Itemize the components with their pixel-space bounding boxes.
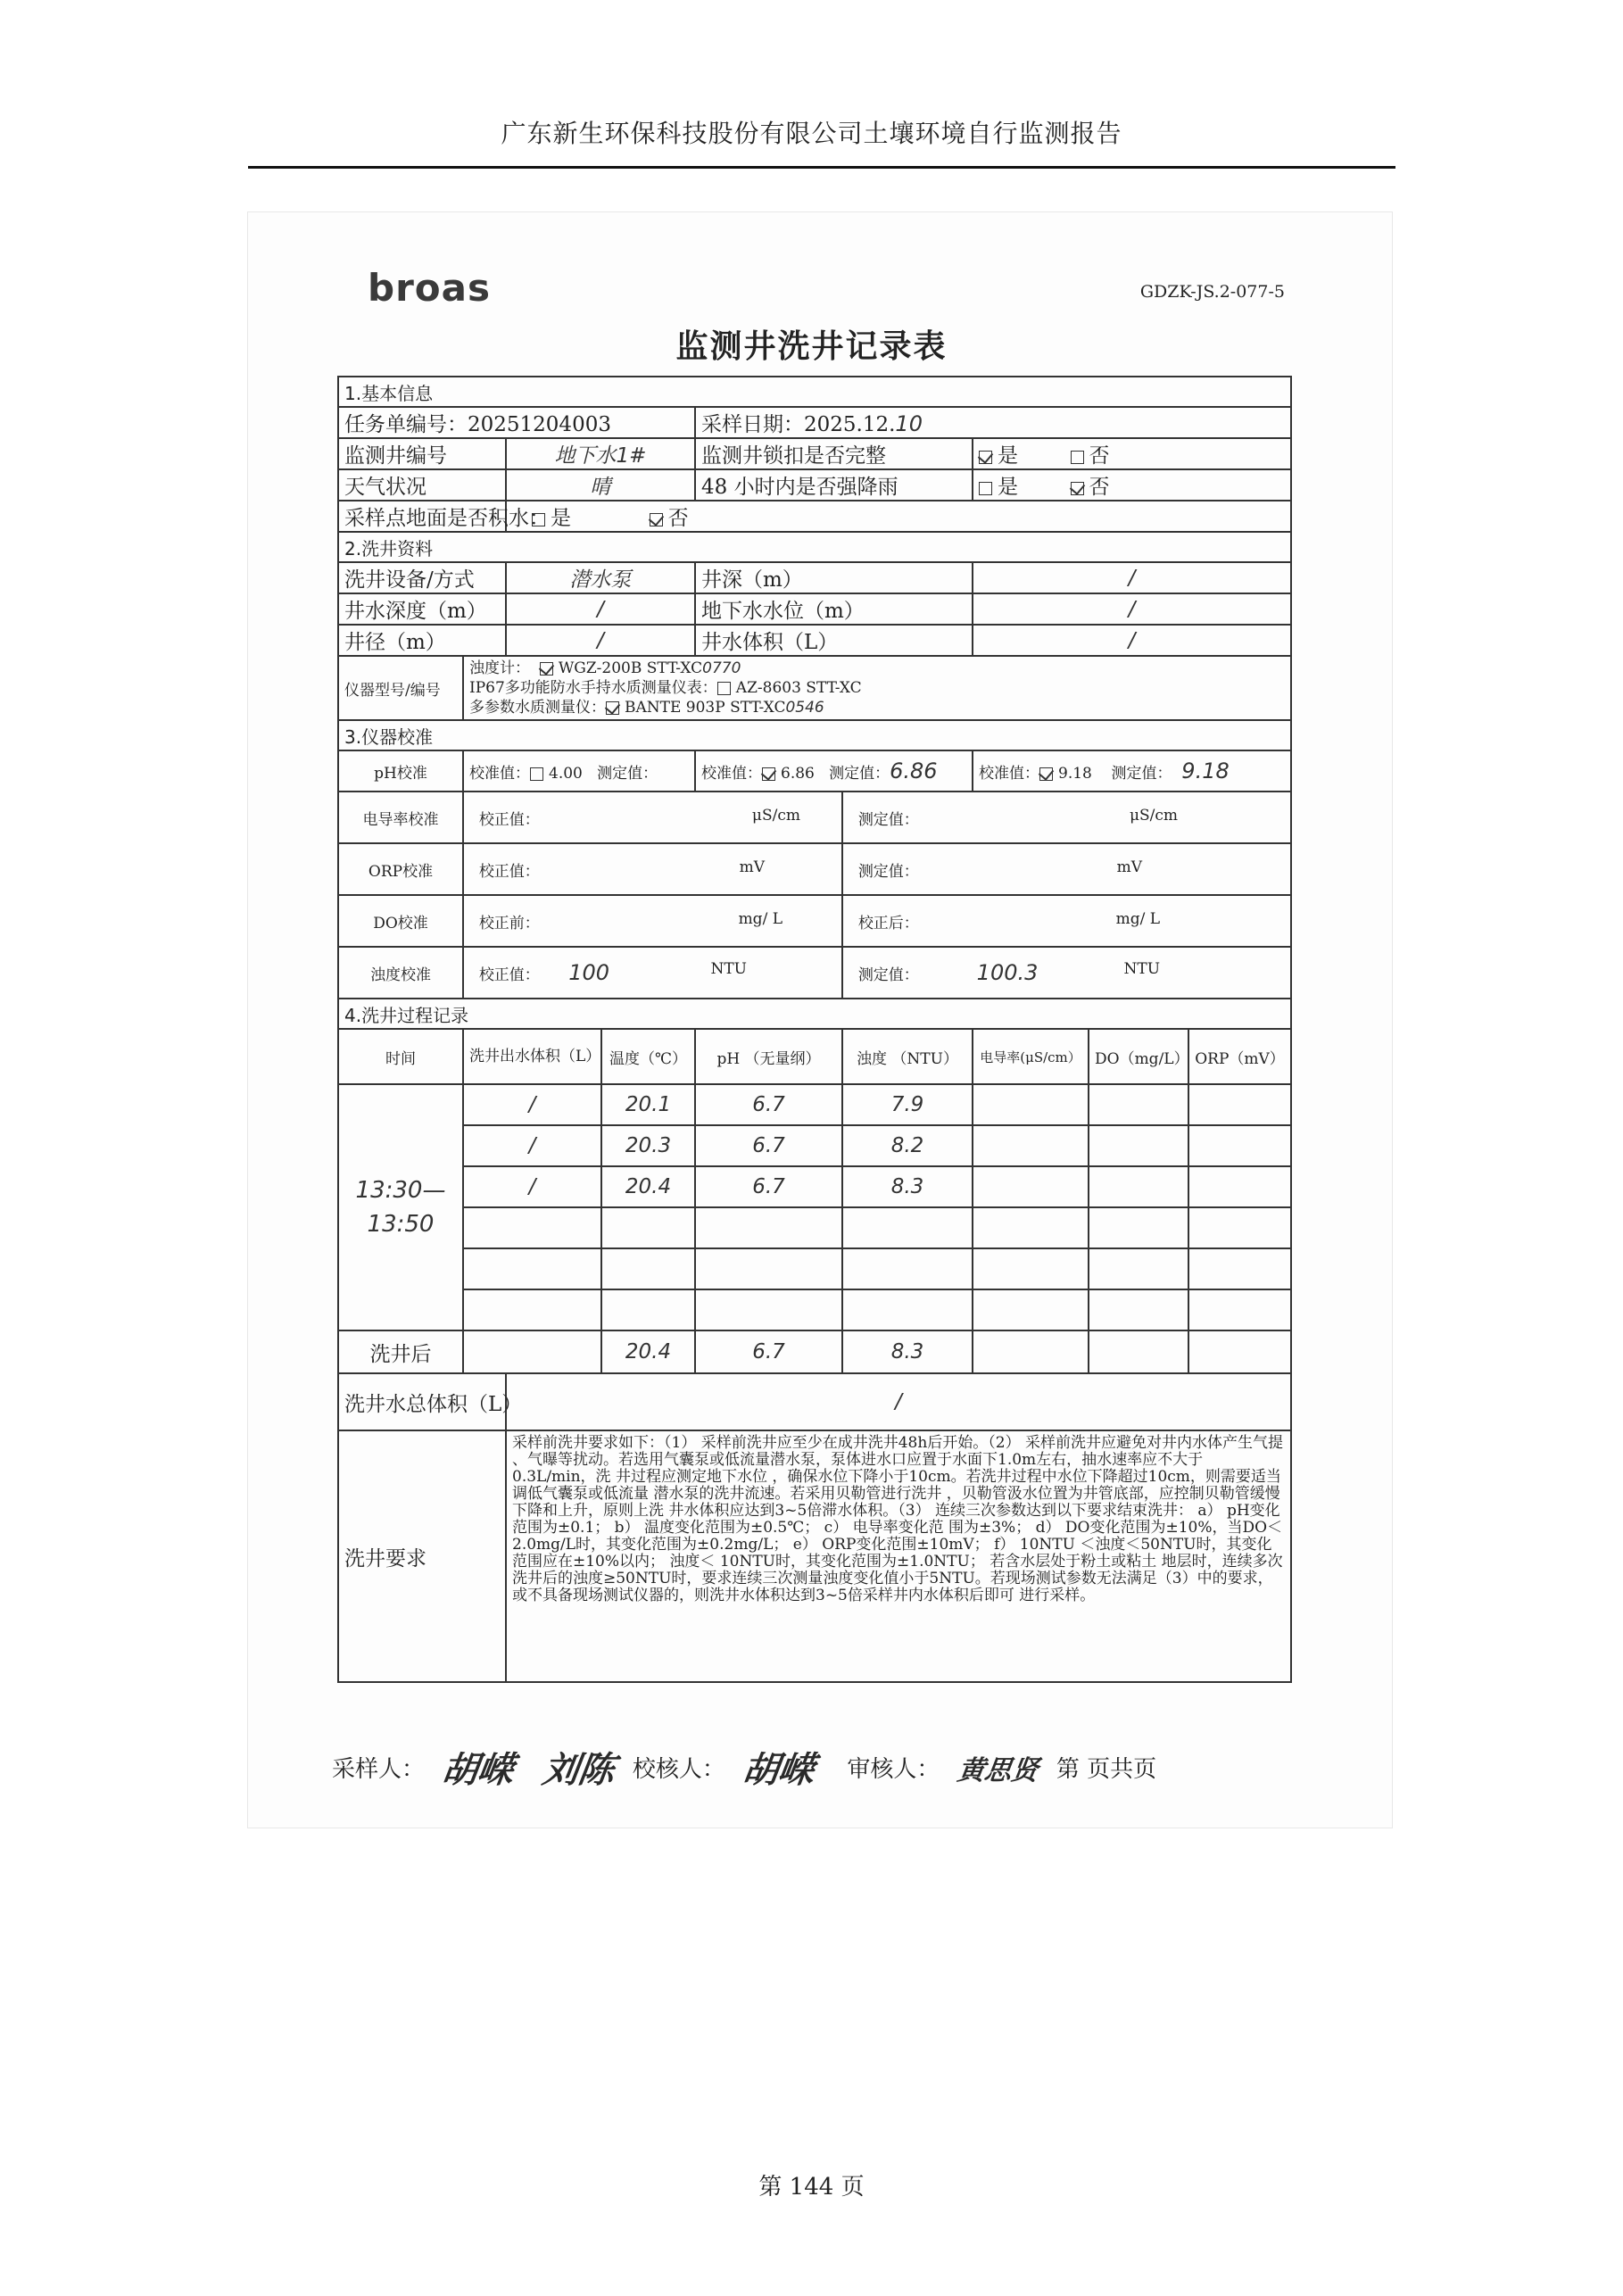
instrument-list <box>463 656 1291 720</box>
checker-label: 校核人： <box>632 1756 725 1783</box>
reviewer-signature: 黄思贤 <box>955 1754 1040 1786</box>
ec-cal-meas: 测定值： μS/cm <box>842 792 1291 843</box>
ec-cal-label: 电导率校准 <box>338 792 463 843</box>
table-row: / 20.3 6.7 8.2 <box>338 1125 1291 1166</box>
gw-level-value: / <box>973 593 1291 625</box>
do-cal-label: DO校准 <box>338 895 463 947</box>
well-washing-record-table <box>337 376 1292 1683</box>
sampler-signature-1: 胡嵘 <box>439 1750 518 1791</box>
water-no-checkbox <box>650 513 663 526</box>
requirements-text: 采样前洗井要求如下：（1） 采样前洗井应至少在成井洗井48h后开始。（2） 采样前洗井应避免对井内水体产生气提 、气曝等扰动。若选用气囊泵或低流量潜水泵，泵体进水口应置于水面下1.0m左右，抽水速率应不大于0.3L/min，洗 井过程应测定地下水位 ，确保水位下降小于10cm。若洗井过程中水位下降超过10cm，则需要适当调低气囊泵或低流量 潜水泵的洗井流速。若采用贝勒管进行洗井 ，贝勒管汲水位置为井管底部，应控制贝勒管缓慢下降和上升，原则上洗 井水体积应达到3~5倍滞水体积。（3） 连续三次参数达到以下要求结束洗井： a） pH变化范围为±0.1； b） 温度变化范围为±0.5℃； c） 电导率变化范 围为±3%； d） DO变化范围为±10%，当DO＜2.0mg/L时，其变化范围为±0.2mg/L； e） ORP变化范围±10mV； f） 10NTU ＜浊度＜50NTU时，其变化范围应在±10%以内； 浊度＜ 10NTU时，其变化范围为±1.0NTU； 若含水层处于粉土或粘土 地层时，连续多次洗井后的浊度≥50NTU时，要求连续三次测量浊度变化值小于5NTU。若现场测试参数无法满足（3）中的要求，或不具备现场测试仪器的，则洗井水体积达到3~5倍采样井内水体积后即可 进行采样。 <box>506 1430 1291 1682</box>
form-code: GDZK-JS.2-077-5 <box>1139 282 1285 302</box>
total-volume-label: 洗井水总体积（L） <box>338 1373 506 1430</box>
do-cal-after: 校正后： mg/ L <box>842 895 1291 947</box>
col-orp: ORP（mV） <box>1188 1029 1291 1084</box>
orp-cal-meas: 测定值： mV <box>842 843 1291 895</box>
instrument-multi: 多参数水质测量仪： BANTE 903P STT-XC0546 <box>469 699 824 717</box>
section-basic-info: 1.基本信息 <box>338 377 1291 407</box>
equip-value: 潜水泵 <box>506 562 695 593</box>
report-header: 广东新生环保科技股份有限公司土壤环境自行监测报告 <box>501 119 1122 148</box>
turb-cal-corr: 校正值： 100 NTU <box>463 947 842 999</box>
well-number-value: 地下水1# <box>506 438 695 469</box>
broas-logo: broas <box>368 266 491 310</box>
water-depth-label: 井水深度（m） <box>338 593 506 625</box>
orp-cal-label: ORP校准 <box>338 843 463 895</box>
table-row: 13:30—13:50 / 20.1 6.7 7.9 <box>338 1084 1291 1125</box>
page-of-pages: 第 页共页 <box>1056 1756 1157 1783</box>
total-volume-value: / <box>506 1373 1291 1430</box>
rain-yes-checkbox <box>979 482 992 495</box>
col-volume: 洗井出水体积（L） <box>463 1029 601 1084</box>
instrument-ip67: IP67多功能防水手持水质测量仪表： AZ-8603 STT-XC <box>469 679 862 697</box>
requirements-label: 洗井要求 <box>338 1430 506 1682</box>
section-process-record: 4.洗井过程记录 <box>338 999 1291 1029</box>
water-depth-value: / <box>506 593 695 625</box>
well-number-label: 监测井编号 <box>338 438 506 469</box>
table-row: / 20.4 6.7 8.3 <box>338 1166 1291 1207</box>
after-label: 洗井后 <box>338 1330 463 1373</box>
instrument-turbidity: 浊度计： WGZ-200B STT-XC0770 <box>469 659 741 677</box>
gw-level-label: 地下水水位（m） <box>695 593 973 625</box>
diameter-label: 井径（m） <box>338 625 506 656</box>
section-calibration: 3.仪器校准 <box>338 720 1291 750</box>
sampling-date: 采样日期：2025.12.10 <box>695 407 1291 438</box>
col-time: 时间 <box>338 1029 463 1084</box>
volume-value: / <box>973 625 1291 656</box>
checker-signature: 胡嵘 <box>740 1750 817 1791</box>
ph-cal-1: 校准值： 4.00 测定值： <box>463 750 695 792</box>
ph-cal-2: 校准值： 6.86 测定值：6.86 <box>695 750 973 792</box>
header-rule <box>248 166 1395 169</box>
lock-yes-checkbox <box>979 451 992 464</box>
lock-label: 监测井锁扣是否完整 <box>695 438 973 469</box>
col-conductivity: 电导率(μS/cm） <box>973 1029 1089 1084</box>
water-yes-checkbox <box>532 513 545 526</box>
turb-cal-meas: 测定值： 100.3 NTU <box>842 947 1291 999</box>
col-ph: pH （无量纲） <box>695 1029 842 1084</box>
section-washing-info: 2.洗井资料 <box>338 532 1291 562</box>
orp-cal-corr: 校正值： mV <box>463 843 842 895</box>
ph-cal-label: pH校准 <box>338 750 463 792</box>
after-row: 洗井后 20.4 6.7 8.3 <box>338 1330 1291 1373</box>
sampler-signature-2: 刘陈 <box>539 1750 617 1791</box>
table-row-empty <box>338 1289 1291 1330</box>
time-range: 13:30—13:50 <box>338 1084 463 1330</box>
table-row-empty <box>338 1248 1291 1289</box>
rain-no-checkbox <box>1071 482 1084 495</box>
form-title: 监测井洗井记录表 <box>675 327 948 365</box>
well-depth-label: 井深（m） <box>695 562 973 593</box>
ec-cal-corr: 校正值： μS/cm <box>463 792 842 843</box>
do-cal-before: 校正前： mg/ L <box>463 895 842 947</box>
signature-row <box>332 1742 1156 1793</box>
standing-water-label: 采样点地面是否积水： <box>338 501 506 532</box>
rain-label: 48 小时内是否强降雨 <box>695 469 973 501</box>
table-row-empty <box>338 1207 1291 1248</box>
col-do: DO（mg/L） <box>1089 1029 1188 1084</box>
diameter-value: / <box>506 625 695 656</box>
lock-no-checkbox <box>1071 451 1084 464</box>
volume-label: 井水体积（L） <box>695 625 973 656</box>
col-temp: 温度（℃） <box>601 1029 695 1084</box>
col-turbidity: 浊度 （NTU） <box>842 1029 973 1084</box>
turb-cal-label: 浊度校准 <box>338 947 463 999</box>
task-number: 任务单编号：20251204003 <box>338 407 695 438</box>
weather-value: 晴 <box>506 469 695 501</box>
ph-cal-3: 校准值： 9.18 测定值： 9.18 <box>973 750 1291 792</box>
rain-options: 是 否 <box>973 469 1291 501</box>
lock-options: 是 否 <box>973 438 1291 469</box>
well-depth-value: / <box>973 562 1291 593</box>
page-number: 第 144 页 <box>758 2174 865 2201</box>
sampler-label: 采样人： <box>332 1756 426 1783</box>
weather-label: 天气状况 <box>338 469 506 501</box>
equip-label: 洗井设备/方式 <box>338 562 506 593</box>
reviewer-label: 审核人： <box>847 1756 940 1783</box>
instrument-label: 仪器型号/编号 <box>338 656 463 720</box>
standing-water-options: 是 否 <box>506 501 1291 532</box>
